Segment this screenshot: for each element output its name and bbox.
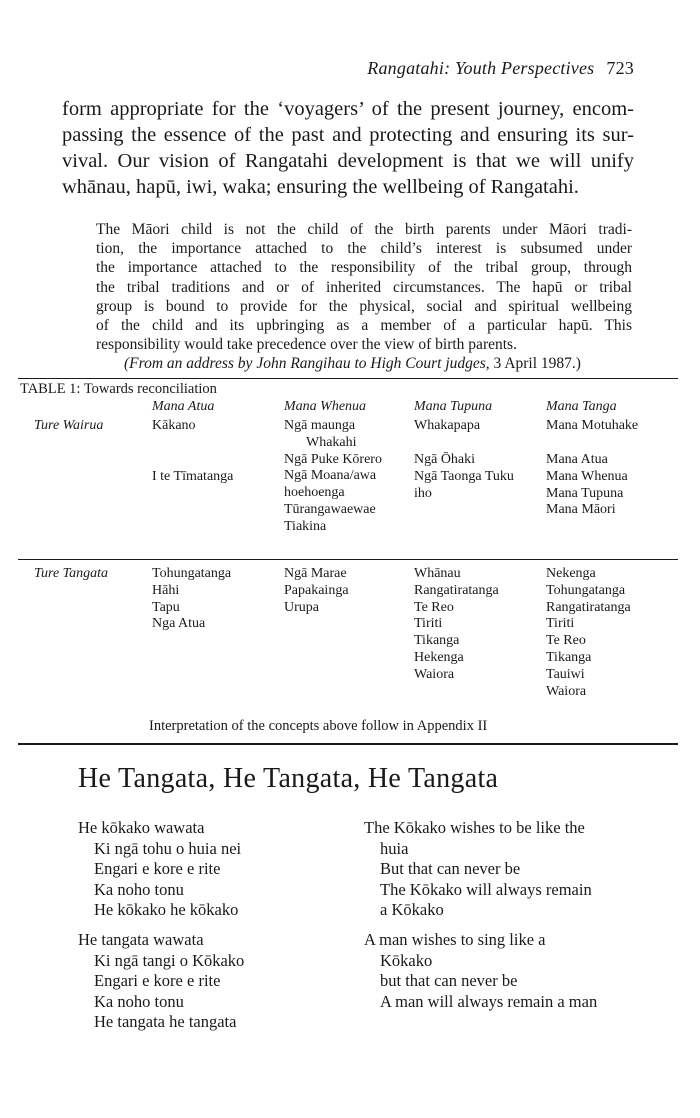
table-cell: Rangatiratanga [414,582,499,598]
column-header-mana-tanga: Mana Tanga [546,399,617,414]
body-line: whānau, hapū, iwi, waka; ensuring the wellbeing of Rangatahi. [62,176,579,198]
table-cell: Nekenga [546,566,596,581]
table-cell: Ngā Ōhaki [414,452,476,467]
body-line: form appropriate for the ‘voyagers’ of the present journey, encom- [62,98,634,120]
table-cell: Mana Atua [546,452,608,467]
body-line: passing the essence of the past and protecting and ensuring its sur- [62,124,634,146]
table-cell: Ngā Moana/awa [284,468,377,484]
verse-line: Engari e kore e rite [94,971,221,991]
table-cell: Te Reo [414,599,454,615]
table-cell: Ngā maunga [284,418,356,433]
column-header-mana-tupuna: Mana Tupuna [414,399,493,414]
table-cell: Tauiwi [546,666,585,682]
body-line: vival. Our vision of Rangatahi development is that we will unify [62,150,634,172]
running-title: Rangatahi: Youth Perspectives [367,58,595,78]
verse-line: He kōkako he kōkako [94,900,239,920]
verse-line: The Kōkako will always remain [380,879,592,899]
wairua-mana-atua-b: I te Tīmatanga [152,469,234,484]
quote-line: The Māori child is not the child of the birth parents under Māori tradi- [96,221,632,238]
running-header [367,58,634,79]
table-bottom-rule [18,743,678,745]
attribution-prefix: (From an address by [124,355,257,373]
table-cell: Hekenga [414,649,464,665]
table-cell: Rangatiratanga [546,599,631,615]
english-verse-1 [364,818,592,921]
table-top-rule [18,378,678,379]
quote-line: group is bound to provide for the physical, social and spiritual wellbeing [96,297,632,315]
verse-line: Ka noho tonu [94,879,184,899]
page-number: 723 [606,58,634,78]
table-note: Interpretation of the concepts above follow in Appendix II [149,718,488,734]
table-cell: Ngā Puke Kōrero [284,451,382,467]
quote-line: tion, the importance attached to the child’s interest is subsumed under [96,240,632,258]
table-cell: Waiora [546,683,587,699]
column-header-mana-atua: Mana Atua [152,399,215,414]
table-cell: Nga Atua [152,616,206,632]
wairua-mana-tanga-b [546,452,628,519]
table-cell: hoehoenga [284,485,345,501]
verse-line: But that can never be [380,859,521,879]
verse-line: He tangata he tangata [94,1012,237,1032]
verse-line: A man will always remain a man [380,991,598,1011]
quote-attribution [96,354,632,373]
table-cell: Tohungatanga [152,566,232,581]
quote-line: responsibility would take precedence over the view of birth parents. [96,336,517,354]
table-cell: Tiriti [546,616,575,632]
english-verse-2 [364,930,597,1012]
table-cell: Tikanga [546,649,592,665]
wairua-mana-whenua [284,418,382,536]
verse-line: The Kōkako wishes to be like the [364,818,585,837]
block-quote [96,220,632,374]
table-cell: Te Reo [546,633,586,649]
tangata-mana-atua [152,566,231,633]
row-label-ture-wairua: Ture Wairua [34,418,104,433]
verse-line: huia [380,838,409,858]
verse-line: A man wishes to sing like a [364,930,546,949]
verse-line: He kōkako wawata [78,818,205,837]
verse-line: Ki ngā tangi o Kōkako [94,950,245,970]
verse-line: Ka noho tonu [94,991,184,1011]
table-cell: Whānau [414,566,461,581]
quote-line: of the child and its upbringing as a member of a particular hapū. This [96,317,632,335]
table-cell: Mana Māori [546,502,616,518]
table-cell: Urupa [284,599,319,615]
wairua-mana-tanga-a: Mana Motuhake [546,418,639,433]
maori-verse-2 [78,930,244,1033]
table-cell: Ngā Taonga Tuku [414,468,514,484]
attribution-context: to High Court judges, [350,355,490,373]
table-cell: iho [414,485,432,501]
verse-line: He tangata wawata [78,930,204,949]
column-header-mana-whenua: Mana Whenua [284,399,367,414]
verse-line: Ki ngā tohu o huia nei [94,838,242,858]
tangata-mana-tupuna [414,566,499,684]
table-mid-rule [18,559,678,560]
maori-verse-1 [78,818,241,921]
wairua-mana-tupuna-b [414,452,514,502]
table-cell: Ngā Marae [284,566,347,581]
verse-line: a Kōkako [380,900,444,920]
table-cell: Mana Whenua [546,468,628,484]
row-label-ture-tangata: Ture Tangata [34,566,109,581]
table-cell: Tikanga [414,633,460,649]
table-cell: Tapu [152,599,180,615]
tangata-mana-whenua [284,566,349,616]
attribution-author: John Rangihau [256,355,351,373]
table-cell: Mana Tupuna [546,485,624,501]
attribution-date: 3 April 1987.) [489,355,581,373]
quote-line: the tribal traditions and or of inherited circumstances. The hapū or tribal [96,278,632,296]
table-cell: Whakahi [306,434,357,450]
table-cell: Tiakina [284,518,327,534]
table-caption: TABLE 1: Towards reconciliation [20,381,217,397]
quote-line: the importance attached to the responsibility of the tribal group, through [96,259,632,277]
table-cell: Hāhi [152,582,180,598]
wairua-mana-tupuna-a: Whakapapa [414,418,481,433]
verse-line: but that can never be [380,971,518,991]
body-paragraph [62,96,634,200]
table-cell: Waiora [414,666,455,682]
table-cell: Tohungatanga [546,582,626,598]
verse-line: Kōkako [380,950,433,970]
verse-line: Engari e kore e rite [94,859,221,879]
table-cell: Tūrangawaewae [284,501,376,517]
tangata-mana-tanga [546,566,631,700]
wairua-mana-atua-a: Kākano [152,418,196,433]
table-cell: Tiriti [414,616,443,632]
song-title: He Tangata, He Tangata, He Tangata [78,763,499,794]
table-cell: Papakainga [284,582,349,598]
